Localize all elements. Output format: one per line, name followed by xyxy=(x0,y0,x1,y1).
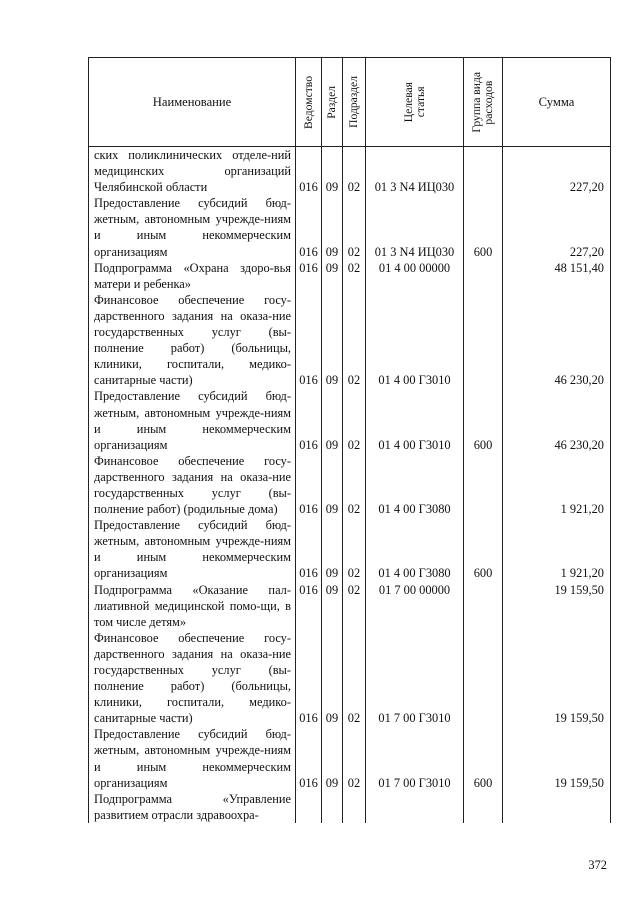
row-gruppa xyxy=(464,630,503,727)
row-gruppa xyxy=(464,147,503,196)
row-celevaya-statya: 01 3 N4 ИЦ030 xyxy=(366,195,464,259)
row-gruppa: 600 xyxy=(464,726,503,790)
table-row xyxy=(89,147,611,196)
row-name: Подпрограмма «Оказание пал-лиативной медицинской помо-щи, в том числе детям» xyxy=(89,582,296,630)
row-razdel: 09 xyxy=(322,726,343,790)
table-row xyxy=(89,453,611,517)
table-row xyxy=(89,517,611,581)
header-razdel-cell xyxy=(322,58,343,147)
row-summa: 46 230,20 xyxy=(503,292,611,389)
budget-table-sheet xyxy=(88,57,610,823)
row-gruppa xyxy=(464,582,503,630)
row-razdel xyxy=(322,791,343,823)
table-body xyxy=(89,147,611,823)
row-name: Подпрограмма «Охрана здоро-вья матери и ребенка» xyxy=(89,260,296,292)
table-row xyxy=(89,292,611,389)
header-podrazdel-cell xyxy=(343,58,366,147)
header-celevaya-statya-cell xyxy=(366,58,464,147)
row-podrazdel: 02 xyxy=(343,726,366,790)
header-vedomstvo: Ведомство xyxy=(301,75,315,129)
table-row xyxy=(89,726,611,790)
budget-table xyxy=(88,57,611,823)
row-vedomstvo: 016 xyxy=(296,517,322,581)
row-podrazdel xyxy=(343,791,366,823)
row-gruppa: 600 xyxy=(464,517,503,581)
row-celevaya-statya: 01 4 00 Г3010 xyxy=(366,292,464,389)
row-vedomstvo: 016 xyxy=(296,630,322,727)
row-razdel: 09 xyxy=(322,195,343,259)
row-summa: 227,20 xyxy=(503,147,611,196)
row-name: ских поликлинических отделе-ний медицинских организаций Челябинской области xyxy=(89,147,296,196)
row-celevaya-statya: 01 4 00 Г3080 xyxy=(366,453,464,517)
row-celevaya-statya: 01 4 00 Г3080 xyxy=(366,517,464,581)
row-gruppa xyxy=(464,791,503,823)
row-gruppa xyxy=(464,453,503,517)
row-gruppa xyxy=(464,292,503,389)
row-name: Предоставление субсидий бюд-жетным, автономным учрежде-ниям и иным некоммерческим организациям xyxy=(89,388,296,452)
row-summa: 19 159,50 xyxy=(503,582,611,630)
header-summa: Сумма xyxy=(503,58,611,147)
row-vedomstvo: 016 xyxy=(296,582,322,630)
header-celevaya-statya: Целевая статья xyxy=(401,81,427,123)
row-name: Предоставление субсидий бюд-жетным, автономным учрежде-ниям и иным некоммерческим организациям xyxy=(89,195,296,259)
row-podrazdel: 02 xyxy=(343,517,366,581)
table-row xyxy=(89,388,611,452)
row-summa: 227,20 xyxy=(503,195,611,259)
row-razdel: 09 xyxy=(322,147,343,196)
row-celevaya-statya: 01 7 00 00000 xyxy=(366,582,464,630)
row-razdel: 09 xyxy=(322,630,343,727)
row-razdel: 09 xyxy=(322,582,343,630)
row-celevaya-statya xyxy=(366,791,464,823)
row-vedomstvo: 016 xyxy=(296,195,322,259)
row-vedomstvo: 016 xyxy=(296,388,322,452)
row-podrazdel: 02 xyxy=(343,260,366,292)
row-celevaya-statya: 01 7 00 Г3010 xyxy=(366,630,464,727)
header-gruppa-cell xyxy=(464,58,503,147)
row-summa xyxy=(503,791,611,823)
row-podrazdel: 02 xyxy=(343,292,366,389)
header-gruppa-vida-rashodov: Группа вида расходов xyxy=(470,71,495,133)
row-name: Предоставление субсидий бюд-жетным, автономным учрежде-ниям и иным некоммерческим организациям xyxy=(89,726,296,790)
row-summa: 19 159,50 xyxy=(503,726,611,790)
table-row xyxy=(89,582,611,630)
row-podrazdel: 02 xyxy=(343,630,366,727)
header-razdel: Раздел xyxy=(325,85,338,119)
row-gruppa: 600 xyxy=(464,388,503,452)
row-celevaya-statya: 01 4 00 00000 xyxy=(366,260,464,292)
row-razdel: 09 xyxy=(322,388,343,452)
row-summa: 46 230,20 xyxy=(503,388,611,452)
row-razdel: 09 xyxy=(322,292,343,389)
header-vedomstvo-cell xyxy=(296,58,322,147)
row-podrazdel: 02 xyxy=(343,147,366,196)
row-razdel: 09 xyxy=(322,453,343,517)
row-vedomstvo: 016 xyxy=(296,726,322,790)
row-podrazdel: 02 xyxy=(343,195,366,259)
row-gruppa: 600 xyxy=(464,195,503,259)
row-celevaya-statya: 01 4 00 Г3010 xyxy=(366,388,464,452)
row-vedomstvo: 016 xyxy=(296,453,322,517)
row-summa: 48 151,40 xyxy=(503,260,611,292)
table-row xyxy=(89,260,611,292)
row-name: Подпрограмма «Управление развитием отрасли здравоохра- xyxy=(89,791,296,823)
row-summa: 1 921,20 xyxy=(503,517,611,581)
row-name: Финансовое обеспечение госу-дарственного задания на оказа-ние государственных услуг (вы-полнение работ) (больницы, клиники, госпитали, медико-санитарные части) xyxy=(89,292,296,389)
row-razdel: 09 xyxy=(322,517,343,581)
row-name: Предоставление субсидий бюд-жетным, автономным учрежде-ниям и иным некоммерческим организациям xyxy=(89,517,296,581)
row-podrazdel: 02 xyxy=(343,453,366,517)
row-podrazdel: 02 xyxy=(343,388,366,452)
row-podrazdel: 02 xyxy=(343,582,366,630)
table-row xyxy=(89,630,611,727)
header-podrazdel: Подраздел xyxy=(347,76,360,128)
row-summa: 19 159,50 xyxy=(503,630,611,727)
row-celevaya-statya: 01 3 N4 ИЦ030 xyxy=(366,147,464,196)
table-row xyxy=(89,791,611,823)
row-vedomstvo xyxy=(296,791,322,823)
row-gruppa xyxy=(464,260,503,292)
page-number: 372 xyxy=(588,858,607,872)
row-vedomstvo: 016 xyxy=(296,292,322,389)
table-row xyxy=(89,195,611,259)
row-vedomstvo: 016 xyxy=(296,260,322,292)
row-name: Финансовое обеспечение госу-дарственного задания на оказа-ние государственных услуг (вы-полнение работ) (больницы, клиники, госпитали, медико-санитарные части) xyxy=(89,630,296,727)
table-header xyxy=(89,58,611,147)
row-name: Финансовое обеспечение госу-дарственного задания на оказа-ние государственных услуг (вы-полнение работ) (родильные дома) xyxy=(89,453,296,517)
row-razdel: 09 xyxy=(322,260,343,292)
header-name: Наименование xyxy=(89,58,296,147)
row-celevaya-statya: 01 7 00 Г3010 xyxy=(366,726,464,790)
row-vedomstvo: 016 xyxy=(296,147,322,196)
row-summa: 1 921,20 xyxy=(503,453,611,517)
